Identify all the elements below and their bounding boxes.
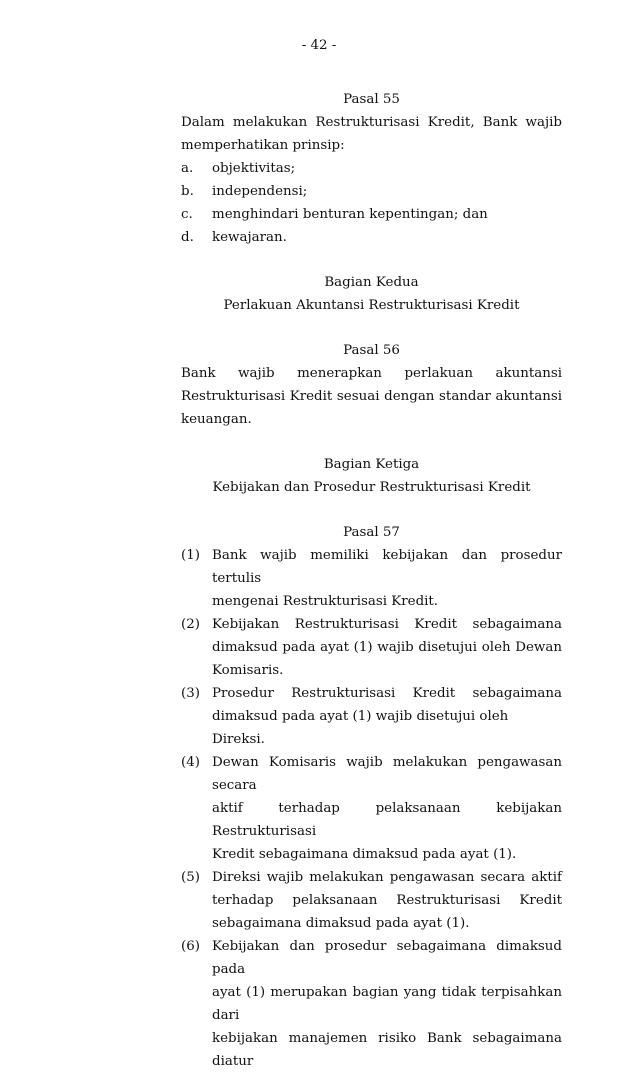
list-item: [181, 226, 562, 249]
list-item: [181, 157, 562, 180]
list-item: [181, 180, 562, 203]
spacer: [181, 317, 562, 339]
list-item-line: dimaksud pada ayat (1) wajib disetujui oleh Dewan: [212, 640, 562, 655]
page-number: - 42 -: [301, 38, 337, 53]
list-item-line: Kredit sebagaimana dimaksud pada ayat (1).: [212, 847, 517, 862]
list-item-line: sebagaimana dimaksud pada ayat (1).: [212, 916, 470, 931]
list-item-text: [212, 935, 562, 1073]
pasal-57-title: Pasal 57: [343, 525, 400, 540]
pasal-56-title: Pasal 56: [343, 343, 400, 358]
pasal-55-intro-line-2: memperhatikan prinsip:: [181, 138, 345, 153]
pasal-56-line-2: Restrukturisasi Kredit sesuai dengan standar akuntansi: [181, 389, 562, 404]
bagian-ketiga-subtitle: Kebijakan dan Prosedur Restrukturisasi Kredit: [212, 480, 531, 495]
bagian-kedua-subtitle: Perlakuan Akuntansi Restrukturisasi Kredit: [223, 298, 520, 313]
pasal-55-intro-line-1: Dalam melakukan Restrukturisasi Kredit, Bank wajib: [181, 115, 562, 130]
list-marker: b.: [181, 184, 194, 199]
spacer: [181, 499, 562, 521]
list-item-text: [212, 682, 562, 751]
list-item-text: [212, 613, 562, 682]
list-item-line: mengenai Restrukturisasi Kredit.: [212, 594, 439, 609]
list-item-line: Direksi wajib melakukan pengawasan secara aktif: [212, 870, 562, 885]
list-marker: (6): [181, 939, 200, 954]
spacer: [181, 431, 562, 453]
list-item: [181, 751, 562, 866]
list-item-line: terhadap pelaksanaan Restrukturisasi Kredit: [212, 893, 562, 908]
list-item-line: Bank wajib memiliki kebijakan dan prosedur tertulis: [212, 548, 562, 586]
list-item: [181, 203, 562, 226]
list-item: [181, 682, 562, 751]
document-content: [181, 88, 562, 1073]
pasal-56-line-3: keuangan.: [181, 412, 252, 427]
list-item-text: [212, 866, 562, 935]
list-item-line: dimaksud pada ayat (1) wajib disetujui oleh Direksi.: [212, 709, 509, 747]
pasal-56-body: [181, 362, 562, 431]
list-item-line: ayat (1) merupakan bagian yang tidak terpisahkan dari: [212, 985, 562, 1023]
list-item-text: objektivitas;: [212, 161, 296, 176]
list-marker: d.: [181, 230, 194, 245]
list-item-line: Prosedur Restrukturisasi Kredit sebagaimana: [212, 686, 562, 701]
bagian-ketiga-title: Bagian Ketiga: [323, 457, 420, 472]
list-item-text: menghindari benturan kepentingan; dan: [212, 207, 488, 222]
list-item-text: [212, 751, 562, 866]
list-item-line: Komisaris.: [212, 663, 284, 678]
list-marker: (3): [181, 686, 200, 701]
list-item-line: kebijakan manajemen risiko Bank sebagaimana diatur: [212, 1031, 562, 1069]
list-item-line: aktif terhadap pelaksanaan kebijakan Restrukturisasi: [212, 801, 562, 839]
list-item: [181, 544, 562, 613]
list-item-line: Dewan Komisaris wajib melakukan pengawasan secara: [212, 755, 562, 793]
list-marker: (4): [181, 755, 200, 770]
list-marker: (1): [181, 548, 200, 563]
list-item-text: [212, 544, 562, 613]
pasal-55-intro: [181, 111, 562, 157]
list-item-line: Kebijakan Restrukturisasi Kredit sebagaimana: [212, 617, 562, 632]
list-item-text: independensi;: [212, 184, 308, 199]
list-marker: c.: [181, 207, 193, 222]
list-item-text: kewajaran.: [212, 230, 287, 245]
pasal-56-line-1: Bank wajib menerapkan perlakuan akuntansi: [181, 366, 562, 381]
list-marker: (5): [181, 870, 200, 885]
pasal-55-title: Pasal 55: [343, 92, 400, 107]
list-item: [181, 613, 562, 682]
list-item: [181, 935, 562, 1073]
spacer: [181, 249, 562, 271]
list-marker: a.: [181, 161, 194, 176]
list-item: [181, 866, 562, 935]
list-marker: (2): [181, 617, 200, 632]
bagian-kedua-title: Bagian Kedua: [324, 275, 419, 290]
list-item-line: Kebijakan dan prosedur sebagaimana dimaksud pada: [212, 939, 562, 977]
